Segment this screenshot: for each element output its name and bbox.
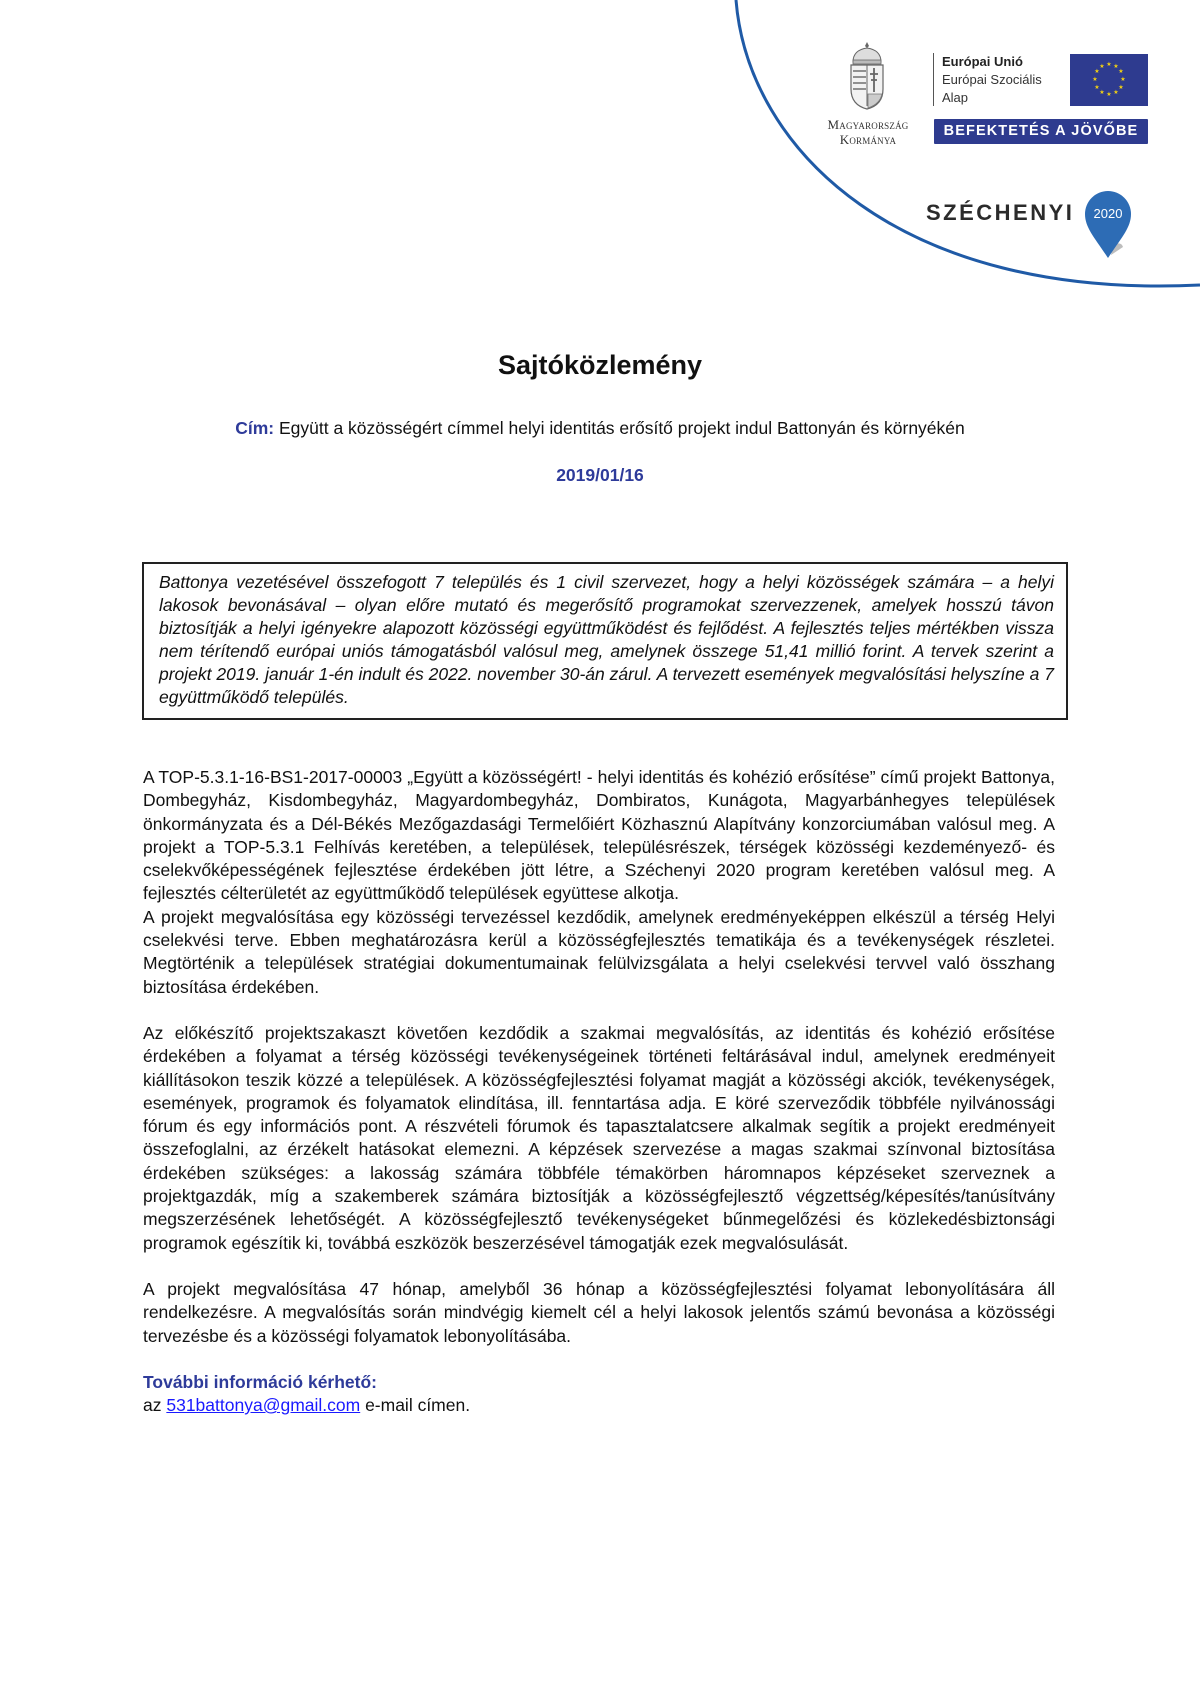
svg-text:2020: 2020 bbox=[1093, 206, 1123, 221]
summary-text: Battonya vezetésével összefogott 7 település és 1 civil szervezet, hogy a helyi közösségek számára – a helyi lakosok bevonásával – olyan előre mutató és megerősítő programokat szervezzenek, amelyek hosszú távon biztosítják a helyi igényekre alapozott közösségi együttműködést és fejlődést. A fejlesztés teljes mértékben vissza nem térítendő európai uniós támogatásból valósul meg, amelynek összege 51,41 millió forint. A tervek szerint a projekt 2019. január 1-én indult és 2022. november 30-án zárul. A tervezett események megvalósítási helyszíne a 7 együttműködő település. bbox=[159, 572, 1054, 707]
eu-logo-text bbox=[942, 53, 1042, 107]
document-body bbox=[143, 766, 1055, 1417]
svg-text:★: ★ bbox=[1118, 68, 1124, 75]
government-logo-line1: Magyarország bbox=[827, 117, 909, 132]
email-link[interactable]: 531battonya@gmail.com bbox=[166, 1395, 361, 1416]
contact-line bbox=[143, 1394, 1055, 1417]
body-paragraph: A projekt megvalósítása egy közösségi tervezéssel kezdődik, amelynek eredményeképpen elkészül a térség Helyi cselekvési terve. Ebben meghatározásra kerül a közösségfejlesztés tematikája és a tevékenységek részletei. Megtörténik a települések stratégiai dokumentumainak felülvizsgálata a helyi cselekvési tervvel való összhang biztosítása érdekében. bbox=[143, 906, 1055, 997]
body-paragraph: A TOP-5.3.1-16-BS1-2017-00003 „Együtt a közösségért! - helyi identitás és kohézió erősítése” című projekt Battonya, Dombegyház, Kisdombegyház, Magyardombegyház, Dombiratos, Kunágota, Magyarbánhegyes települések önkormányzata és a Dél-Békés Mezőgazdasági Termelőiért Közhasznú Alapítvány konzorciumában valósul meg. A projekt a TOP-5.3.1 Felhívás keretében, a települések, településrészek, térségek közösségi kezdeményező- és cselekvőképességének fejlesztése érdekében jött létre, a Széchenyi 2020 program keretében valósul meg. A fejlesztés célterületét az együttműködő települések együttese alkotja. bbox=[143, 767, 1055, 904]
body-paragraph: A projekt megvalósítása 47 hónap, amelyből 36 hónap a közösségfejlesztési folyamat lebonyolítására áll rendelkezésre. A megvalósítás során mindvégig kiemelt cél a helyi lakosok jelentős számú bevonása a közösségi tervezésbe és a közösségi folyamatok lebonyolításába. bbox=[143, 1278, 1055, 1346]
svg-text:★: ★ bbox=[1120, 76, 1126, 83]
szechenyi-logo-text: SZÉCHENYI bbox=[926, 200, 1075, 225]
svg-text:★: ★ bbox=[1113, 63, 1119, 70]
hungarian-coat-of-arms-icon bbox=[845, 40, 889, 112]
svg-text:★: ★ bbox=[1113, 89, 1119, 96]
contact-prefix: az bbox=[143, 1395, 167, 1416]
body-paragraph: Az előkészítő projektszakaszt követően kezdődik a szakmai megvalósítás, az identitás és kohézió erősítése érdekében a folyamat a térség közösségi tevékenységeinek történeti feltárásával indul, amelynek eredményeit kiállításokon teszik közzé a települések. A közösségfejlesztési folyamat magját a közösségi akciók, tevékenységek, események, programok és folyamatok elindítása, ill. fenntartása adja. E köré szerveződik többféle nyilvánossági fórum és egy információs pont. A részvételi fórumok és tapasztalatcsere alkalmak segítik a projekt eredményeit összefoglalni, az érzékelt hatásokat elemezni. A képzések szervezése a magas szakmai színvonal biztosítása érdekében szükséges: a lakosság számára többféle témakörben háromnapos képzéseket szerveznek a projektgazdák, míg a szakemberek számára biztosítják a közösségfejlesztő végzettség/képesítés/tanúsítvány megszerzésének lehetőségét. A közösségfejlesztő tevékenységeket bűnmegelőzési és közlekedésbiztonsági programok egészítik ki, továbbá eszközök beszerzésével támogatják ezek megvalósulását. bbox=[143, 1022, 1055, 1253]
summary-box bbox=[142, 562, 1068, 720]
decorative-arc bbox=[0, 0, 1200, 320]
subtitle bbox=[0, 418, 1200, 439]
eu-logo-separator bbox=[933, 53, 934, 106]
contact-label: További információ kérhető: bbox=[143, 1371, 378, 1392]
map-pin-icon bbox=[1083, 189, 1133, 261]
svg-text:★: ★ bbox=[1094, 68, 1100, 75]
svg-text:★: ★ bbox=[1099, 89, 1105, 96]
svg-text:★: ★ bbox=[1106, 91, 1112, 98]
subtitle-label: Cím: bbox=[235, 418, 275, 438]
government-logo-line2: Kormánya bbox=[839, 132, 897, 147]
slogan-banner: BEFEKTETÉS A JÖVŐBE bbox=[934, 119, 1148, 144]
svg-text:★: ★ bbox=[1092, 76, 1098, 83]
government-logo-text bbox=[806, 117, 930, 147]
svg-text:★: ★ bbox=[1106, 61, 1112, 68]
page-title: Sajtóközlemény bbox=[497, 350, 703, 380]
contact-suffix: e-mail címen. bbox=[360, 1395, 471, 1416]
subtitle-text: Együtt a közösségért címmel helyi identitás erősítő projekt indul Battonyán és környékén bbox=[274, 418, 965, 438]
eu-flag-icon bbox=[1070, 54, 1148, 106]
eu-logo-line2: Európai Szociális bbox=[942, 72, 1042, 87]
svg-text:★: ★ bbox=[1118, 84, 1124, 91]
publication-date: 2019/01/16 bbox=[556, 465, 644, 485]
eu-logo-line1: Európai Unió bbox=[942, 54, 1023, 69]
svg-text:★: ★ bbox=[1099, 63, 1105, 70]
eu-logo-line3: Alap bbox=[942, 90, 969, 105]
svg-text:★: ★ bbox=[1094, 84, 1100, 91]
